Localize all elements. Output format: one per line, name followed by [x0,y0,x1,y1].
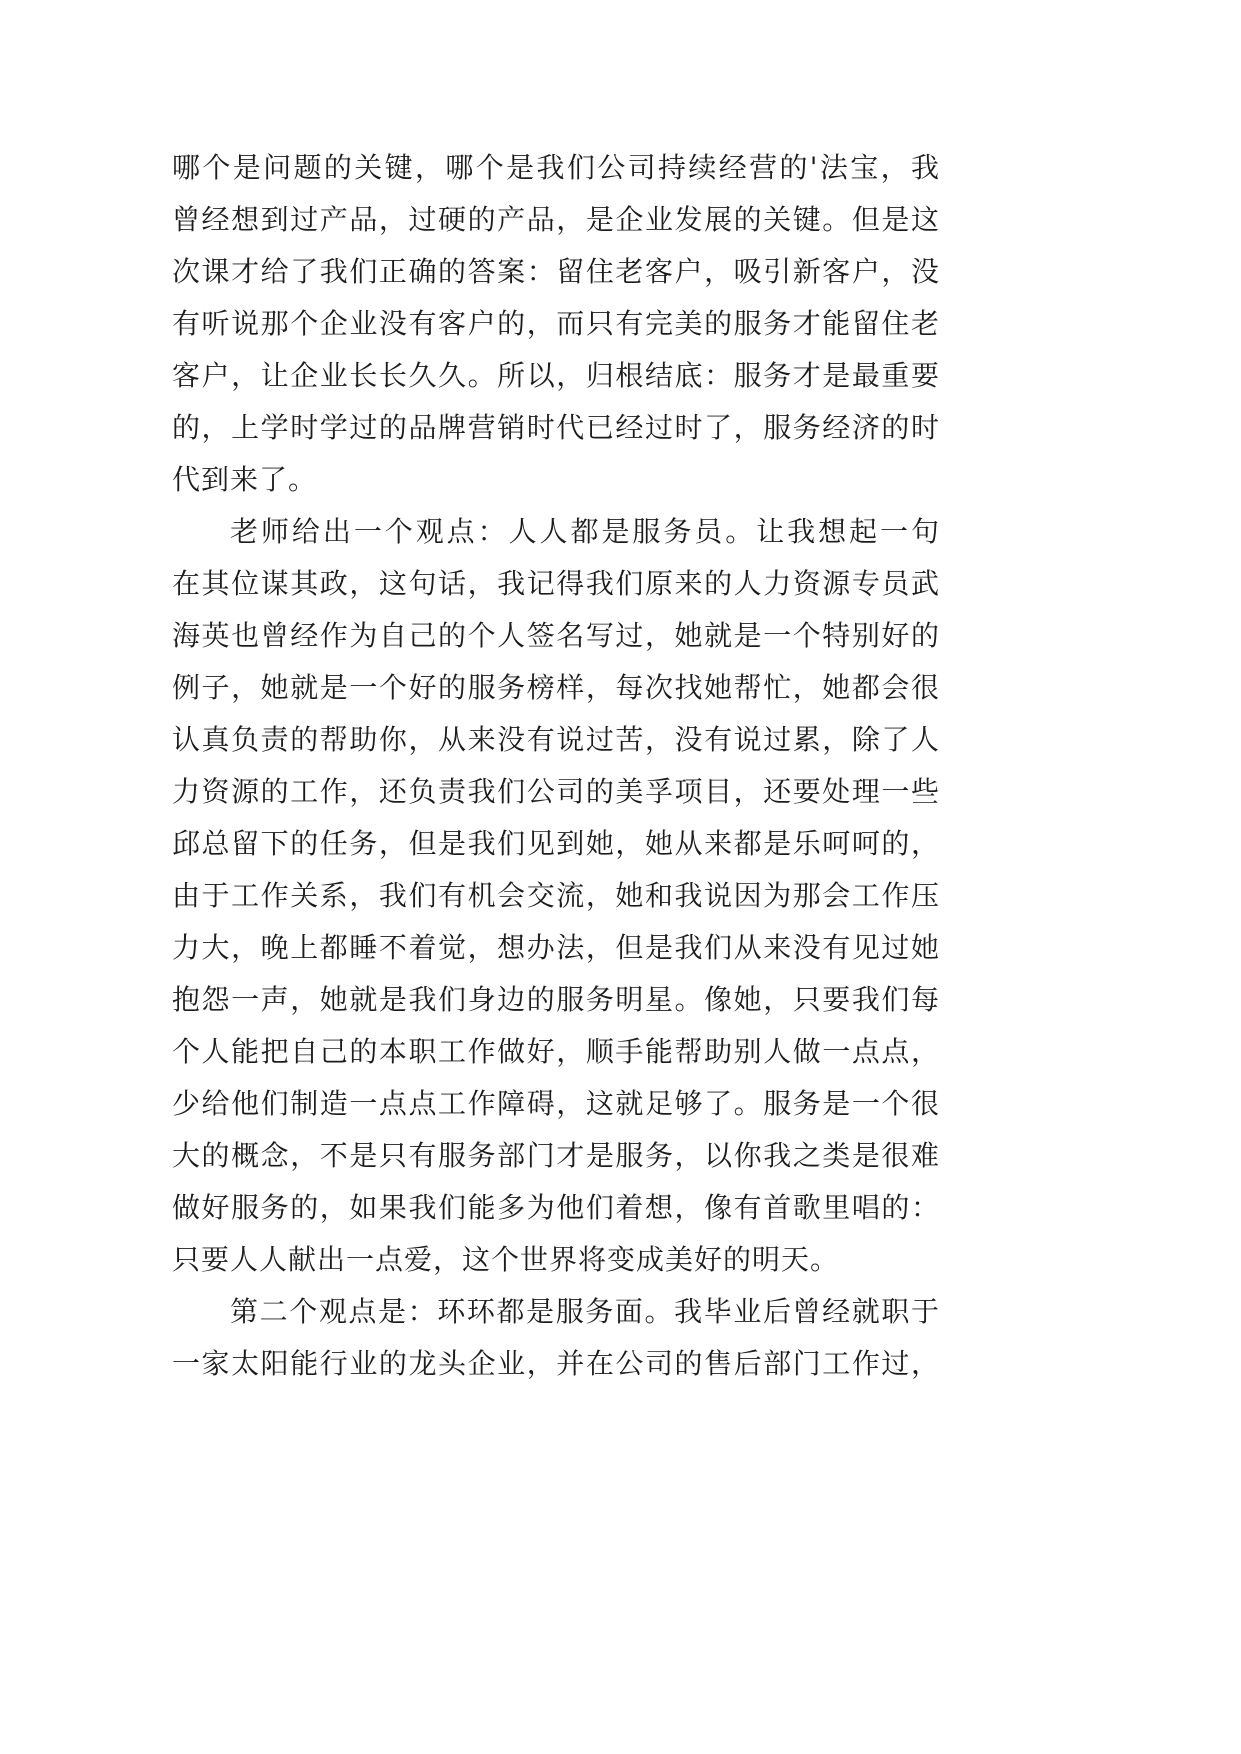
text-line: 有听说那个企业没有客户的，而只有完美的服务才能留住老 [172,307,940,340]
paragraph-3 [172,1286,940,1390]
text-line: 老师给出一个观点：人人都是服务员。让我想起一句 [230,515,940,548]
text-line: 客户，让企业长长久久。所以，归根结底：服务才是最重要 [172,359,940,392]
text-line: 大的概念，不是只有服务部门才是服务，以你我之类是很难 [172,1139,940,1172]
paragraph-2 [172,506,940,1286]
text-line: 少给他们制造一点点工作障碍，这就足够了。服务是一个很 [172,1087,940,1120]
text-line: 曾经想到过产品，过硬的产品，是企业发展的关键。但是这 [172,203,940,236]
text-line: 力大，晚上都睡不着觉，想办法，但是我们从来没有见过她 [172,931,940,964]
text-line: 力资源的工作，还负责我们公司的美孚项目，还要处理一些 [172,775,940,808]
text-line: 的，上学时学过的品牌营销时代已经过时了，服务经济的时 [172,411,940,444]
text-line: 海英也曾经作为自己的个人签名写过，她就是一个特别好的 [172,619,940,652]
paragraph-1 [172,142,940,506]
text-line: 例子，她就是一个好的服务榜样，每次找她帮忙，她都会很 [172,671,940,704]
text-line: 做好服务的，如果我们能多为他们着想，像有首歌里唱的： [172,1191,940,1224]
text-line: 在其位谋其政，这句话，我记得我们原来的人力资源专员武 [172,567,940,600]
document-body [172,142,940,1390]
text-line: 哪个是问题的关键，哪个是我们公司持续经营的'法宝，我 [172,151,940,184]
text-line: 个人能把自己的本职工作做好，顺手能帮助别人做一点点， [172,1035,940,1068]
text-line: 由于工作关系，我们有机会交流，她和我说因为那会工作压 [172,879,940,912]
text-line: 邱总留下的任务，但是我们见到她，她从来都是乐呵呵的， [172,827,940,860]
text-line: 第二个观点是：环环都是服务面。我毕业后曾经就职于 [230,1295,940,1328]
text-line: 次课才给了我们正确的答案：留住老客户，吸引新客户，没 [172,255,940,288]
text-line: 抱怨一声，她就是我们身边的服务明星。像她，只要我们每 [172,983,940,1016]
text-line: 只要人人献出一点爱，这个世界将变成美好的明天。 [172,1243,840,1276]
text-line: 代到来了。 [172,463,318,496]
text-line: 一家太阳能行业的龙头企业，并在公司的售后部门工作过， [172,1347,940,1380]
text-line: 认真负责的帮助你，从来没有说过苦，没有说过累，除了人 [172,723,940,756]
